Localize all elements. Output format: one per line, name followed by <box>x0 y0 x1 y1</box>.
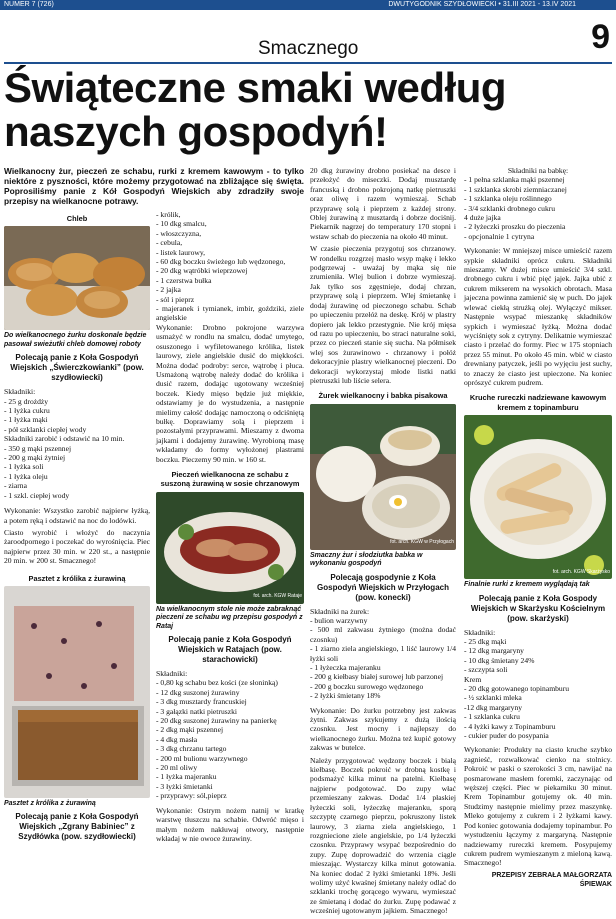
list-item: - 20 dkg gotowanego topinamburu <box>464 684 570 693</box>
list-item: -12 dkg margaryny <box>464 702 523 712</box>
zurek-photo-credit: fot. arch. KGW w Przyłogach <box>390 539 454 546</box>
list-item: - 1 szklanka skrobi ziemniaczanej <box>464 184 567 194</box>
list-item: - 1 szklanka oleju roślinnego <box>464 194 552 204</box>
pasztet-recipe-head: Polecają panie z Koła Gospodyń Wiejskich „Zgrany Babiniec” z Szydłówka (pow. szydłowiecki) <box>15 812 139 842</box>
section-title: Smacznego <box>258 38 359 59</box>
rurki-caption: Finalnie rurki z kremem wyglądają tak <box>464 581 590 589</box>
list-item: - 12 dkg suszonej żurawiny <box>156 687 240 697</box>
list-item: - 60 dkg boczku świeżego lub wędzonego, <box>156 257 286 267</box>
pieczen-method-2: 20 dkg żurawiny drobno posiekać na desce i przełożyć do miseczki. Dodaj musztardę francuską i drobno pokrojoną natkę pietruszki oraz oliwę i razem wymieszaj. Schab przyprawę solą i pieprzem z każdej strony. Oblej żurawiną z musztardą i dobrze dociśnij. Piekarnik nagrzej do temperatury 170 stopni i wstaw schab do pieczenia na około 40 minut. <box>310 166 456 241</box>
zurek-recipe-head: Polecają gospodynie z Koła Gospodyń Wiejskich w Przyłogach (pow. konecki) <box>317 572 449 602</box>
list-item: - 1 łyżka soli <box>4 462 44 472</box>
bread-illustration <box>4 226 150 330</box>
article-lead: Wielkanocny żur, pieczeń ze schabu, rurki z kremem kawowym - to tylko niektóre z pyszności, które możemy przygotować na zbliżające się święta. Poprosiliśmy panie z Kół Gospodyń Wiejskich aby zdradziły swoje przepisy na wielkanocne potrawy. <box>4 166 304 206</box>
column-2 <box>156 210 304 846</box>
pieczen-heading: Pieczeń wielkanocna ze schabu z suszoną żurawiną w sosie chrzanowym <box>160 469 300 489</box>
pieczen-recipe-head: Polecają panie z Koła Gospodyń Wiejskich w Ratajach (pow. starachowicki) <box>168 635 292 664</box>
list-item: - 1 ziarno ziela angielskiego, 1 liść laurowy 1/4 łyżki soli <box>310 644 456 663</box>
list-item: - 10 dkg śmietany 24% <box>464 655 535 665</box>
list-item: - ½ szklanki mleka <box>464 693 522 703</box>
chleb-method-1: Wykonanie: Wszystko zarobić najpierw łyżką, a potem ręką i odstawić na noc do lodówki. <box>4 506 150 525</box>
list-item: - 1 łyżka majeranku <box>156 772 217 782</box>
list-item: - 3/4 szklanki drobnego cukru <box>464 203 556 213</box>
zurek-ingredients <box>310 616 456 701</box>
list-item: - 3 łyżki śmietanki <box>156 781 213 791</box>
list-item: - listek laurowy, <box>156 247 206 257</box>
pieczen-photo <box>156 492 304 604</box>
list-item: - 200 g boczku surowego wędzonego <box>310 681 424 691</box>
list-item: - 4 łyżki kawy z Topinamburu <box>464 721 556 731</box>
list-item: - ziarna <box>4 481 27 491</box>
pieczen-ing-label: Składniki: <box>156 669 188 678</box>
list-item: - 0,80 kg schabu bez kości (ze słoninką) <box>156 678 278 688</box>
list-item: - 10 dkg smalcu, <box>156 219 207 229</box>
pieczen-illustration <box>156 492 304 604</box>
rurki-photo-credit: fot. arch. KGW Skarżysko <box>552 568 610 575</box>
list-item: - 200 g mąki żytniej <box>4 453 66 463</box>
babka-method: Wykonanie: W mniejszej misce umieścić razem sypkie składniki oprócz cukru. Składniki mieszamy. W dużej misce umieścić 3/4 szkl. drobnego cukru i wbić pięć jajek. Jajka ubić z cukrem mikserem na wysokich obrotach. Masa jajeczna powinna zamienić się w puch. Do jajek wlewać ciekłą strużką olej. Wyłączyć mikser. Następnie wsypać mieszankę składników sypkich i wymieszać łyżką. Można dodać wyciśnięty sok z cytryny. Delikatnie wymieszać ciasto i przelać do formy. Piec w 175 stopniach przez 55 minut. Po około 45 min. wbić w ciasto drewniany patyczek, jeśli po wyjęciu jest suchy, to znaczy że ciasto jest upieczone. Na koniec oprószyć cukrem pudrem. <box>464 246 612 387</box>
list-item: - 1 szkl. ciepłej wody <box>4 490 70 500</box>
list-item: - przyprawy: sól,pieprz <box>156 791 227 801</box>
list-item: - opcjonalnie 1 cytryna <box>464 231 535 241</box>
pasztet-method: Wykonanie: Drobno pokrojone warzywa usmażyć w rondlu na smalcu, dodać umytego, osuszonego i wyfiletowanego królika, listek laurowy, ziele angielskie dusić do miękkości. Można dodać podroby: serce, wątrobę i płuca. Usmażoną wątrobę należy dodać do królika i dusić razem, dodając ugotowany wcześniej boczek. Kiedy mięso będzie już miękkie, odstawiamy je do wystudzenia, a następnie mielimy całość dodając namoczoną o odciśniętą bułkę. Doprawiamy solą i pieprzem i pozostałymi przyprawami. Mieszamy z dwoma jajkami i dodajemy żurawinę. Wyrobioną masę wkładamy do formy wyłożonej plastrami boczku. Pieczemy 90 min. w 160 st. <box>156 322 304 464</box>
list-item: - 2 łyżeczki proszku do pieczenia <box>464 222 566 232</box>
list-item: - 200 ml bulionu warzywnego <box>156 753 248 763</box>
byline: PRZEPISY ZEBRAŁA MAŁGORZATA ŚPIEWAK <box>491 871 612 889</box>
zurek-heading: Żurek wielkanocny i babka pisakowa <box>318 391 448 401</box>
list-item: - 1 łyżka cukru <box>4 406 50 416</box>
pasztet-heading: Pasztet z królika z żurawiną <box>28 573 126 583</box>
list-item: - sól i pieprz <box>156 294 195 304</box>
column-4 <box>464 166 612 890</box>
issue-number: NUMER 7 (726) <box>4 1 54 8</box>
list-item: 4 duże jajka <box>464 213 501 223</box>
list-item: - 3 dkg musztardy francuskiej <box>156 697 247 707</box>
zurek-method-1: Wykonanie: Do żurku potrzebny jest zakwas żytni. Zakwas szykujemy z dużą ilością czosnku. Jest mocny i najlepszy do wielkanocnego żurku. Można też kupić gotowy zakwas w butelce. <box>310 705 456 753</box>
list-item: - 3 gałązki natki pietruszki <box>156 706 237 716</box>
zurek-ing-label: Składniki na żurek: <box>310 606 370 616</box>
rurki-photo <box>464 415 612 579</box>
column-1 <box>4 210 150 846</box>
list-item: - 1 łyżka oleju <box>4 471 48 481</box>
pieczen-photo-credit: fot. arch. KGW Rataje <box>253 593 302 600</box>
pasztet-photo <box>4 586 150 798</box>
list-item: Krem <box>464 674 482 684</box>
rurki-ingredients <box>464 637 612 740</box>
paper-name-date: DWUTYGODNIK SZYDŁOWIECKI • 31.III 2021 - 13.IV 2021 <box>388 1 576 8</box>
list-item: - 1 pełna szklanka mąki pszennej <box>464 175 565 185</box>
article-title: Świąteczne smaki według naszych gospodyń! <box>4 64 507 155</box>
rurki-method: Wykonanie: Produkty na ciasto kruche szybko zagnieść, rozwałkować cienko na stolnicy. Pokroić w paski o szerokości 3 cm, nawijać na posmarowane masłem foremki, zaczynając od węższej części. Piec w piekarniku 30 minut. Krem Topinambur gotujemy ok. 40 min. Studzimy następnie mielimy przez maszynkę. Mleko gotujemy z cukrem i 2 łyżkami kawy. Pod koniec gotowania dodajemy topinambur. Po wystudzeniu łączymy z margaryną. Następnie nadziewamy rureczki kremem. Posypujemy cukrem pudrem wymieszanym z mieloną kawą. Smacznego! <box>464 745 612 868</box>
bread-photo <box>4 226 150 330</box>
chleb-ing-label: Składniki: <box>4 387 36 397</box>
rurki-recipe-head: Polecają panie z Koła Gospody Wiejskich w Skarżysku Kościelnym (pow. skarżyski) <box>470 593 606 623</box>
pieczen-method-1: Wykonanie: Ostrym nożem natnij w kratkę warstwę tłuszczu na schabie. Odwróć mięso i małym nożem nakłuwaj otwory, następnie wkładaj w nie owoce żurawiny. <box>156 805 304 843</box>
pasztet-caption: Pasztet z królika z żurawiną <box>4 799 96 807</box>
list-item: - 2 łyżki śmietany 18% <box>310 691 381 701</box>
babka-ing-label: Składniki na babkę: <box>507 166 569 175</box>
page-number: 9 <box>591 18 610 56</box>
chleb-method-2: Ciasto wyrobić i włożyć do naczynia żaroodpornego i poczekać do wyrośnięcia. Piec najpierw przez 30 min. w 220 st., a następnie 20 min. w 200 st. Smacznego! <box>4 527 150 566</box>
list-item: - szczypta soli <box>464 665 508 675</box>
rurki-illustration <box>464 415 612 579</box>
list-item: - 2 jajka <box>156 285 181 295</box>
list-item: - 500 ml zakwasu żytniego (można dodać czosnku) <box>310 625 456 644</box>
list-item: - włoszczyzna, <box>156 228 202 238</box>
pieczen-method-3: W czasie pieczenia przygotuj sos chrzanowy. W rondelku rozgrzej masło wsyp mąkę i lekko podgrzewaj - uważaj by mąka się nie zrumieniła. Wlej bulion i dobrze wymieszaj. Jak tylko sos zgęstnieje, dodaj chrzan, przyprawę solą i pieprzem. Wlej śmietankę i dodaj żurawinę od pieczonego schabu. Schab po upieczeniu przełóż na deskę. Krój w plastry dopiero jak lekko przestygnie. Nie krój mięsa od razu po upieczeniu, bo straci naturalne soki, przez co pieczeń stanie się sucha. Na półmisek wlej sos żurawinowo - chrzanowy i połóż dekoracyjnie plastry wielkanocnej pieczeni. Do dekoracji wykorzystaj młode listki natki pietruszki lub liście selera. <box>310 244 456 385</box>
chleb-caption: Do wielkanocnego żurku doskonale będzie pasował swieżutki chleb domowej roboty <box>4 332 147 348</box>
list-item: - 2 dkg mąki pszennej <box>156 725 224 735</box>
list-item: - 1 czerstwa bułka <box>156 275 212 285</box>
zurek-method-2: Należy przygotować wędzony boczek i białą kiełbasę. Boczek pokroić w drobną kostkę i podsmażyć kilka minut na patelni. Kiełbasę najpierw podgotować. Do zupy włać przemieszany zakwas. Dodać 1/4 płaskiej łyżeczki soli, łyżeczkę majeranku, sporą szczyptę czarnego pieprzu, pokruszony listek laurowy, 3 ziarna ziela angielskiego, 1 rozgniecione ziele angielskie, po 1/4 łyżeczki czosnku. Przyprawy wsypać bezpośrednio do zupy. Zupę doprowadzić do wrzenia ciągle mieszając. Wystarczy kilka minut gotowania. Na koniec dodać 2 łyżki śmietanki 18%. Jeśli wolimy użyć kwaśnej śmietany należy odlać do szklanki trochę gorącego wywaru, wymieszać ze śmietaną i dodać do żurku. Zupę podawać z wcześniej ugotowanym jajkiem. Smacznego! <box>310 755 456 916</box>
list-item: - 350 g mąki pszennej <box>4 443 72 453</box>
pasztet-illustration <box>4 586 150 798</box>
list-item: - 1 szklanka cukru <box>464 712 520 722</box>
list-item: - cebula, <box>156 238 183 248</box>
pieczen-caption: Na wielkanocnym stole nie może zabraknąć pieczeni ze schabu wg przepisu gospodyń z Rataj <box>156 605 303 630</box>
list-item: - 1 łyżka mąki <box>4 415 48 425</box>
list-item: - 12 dkg margaryny <box>464 646 524 656</box>
column-3 <box>310 166 456 919</box>
rurki-heading: Kruche rureczki nadziewane kawowym kremem z topinamburu <box>469 393 607 412</box>
zurek-photo <box>310 404 456 550</box>
pasztet-ingredients <box>156 210 304 323</box>
list-item: - 4 dkg masła <box>156 734 198 744</box>
list-item: - 200 g kiełbasy białej surowej lub parzonej <box>310 672 444 682</box>
pieczen-ingredients <box>156 678 304 800</box>
list-item: - 20 ml oliwy <box>156 763 198 773</box>
list-item: - pół szklanki ciepłej wody <box>4 424 87 434</box>
list-item: - 25 dkg mąki <box>464 636 507 646</box>
zurek-caption: Smaczny żur i słodziutka babka w wykonaniu gospodyń <box>310 551 423 568</box>
list-item: - 3 dkg chrzanu tartego <box>156 744 227 754</box>
top-bar <box>0 0 616 10</box>
rurki-ing-label: Składniki: <box>464 627 496 637</box>
zurek-illustration <box>310 404 456 550</box>
list-item: Składniki zarobić i odstawić na 10 min. <box>4 434 125 444</box>
list-item: - 20 dkg suszonej żurawiny na panierkę <box>156 716 277 726</box>
chleb-recipe-head: Polecają panie z Koła Gospodyń Wiejskich „Świerczkowianki” (pow. szydłowiecki) <box>10 353 144 383</box>
list-item: - 1 łyżeczka majeranku <box>310 663 381 672</box>
chleb-ingredients <box>4 397 150 500</box>
list-item: - 20 dkg wątróbki wieprzowej <box>156 266 248 276</box>
list-item: - bulion warzywny <box>310 615 368 625</box>
list-item: - 25 g drożdży <box>4 396 49 406</box>
list-item: - cukier puder do posypania <box>464 731 549 741</box>
list-item: - królik, <box>156 210 181 219</box>
list-item: - majeranek i tymianek, imbir, goździki, ziele angielskie <box>156 304 304 323</box>
babka-ingredients <box>464 175 612 241</box>
chleb-heading: Chleb <box>66 214 88 223</box>
